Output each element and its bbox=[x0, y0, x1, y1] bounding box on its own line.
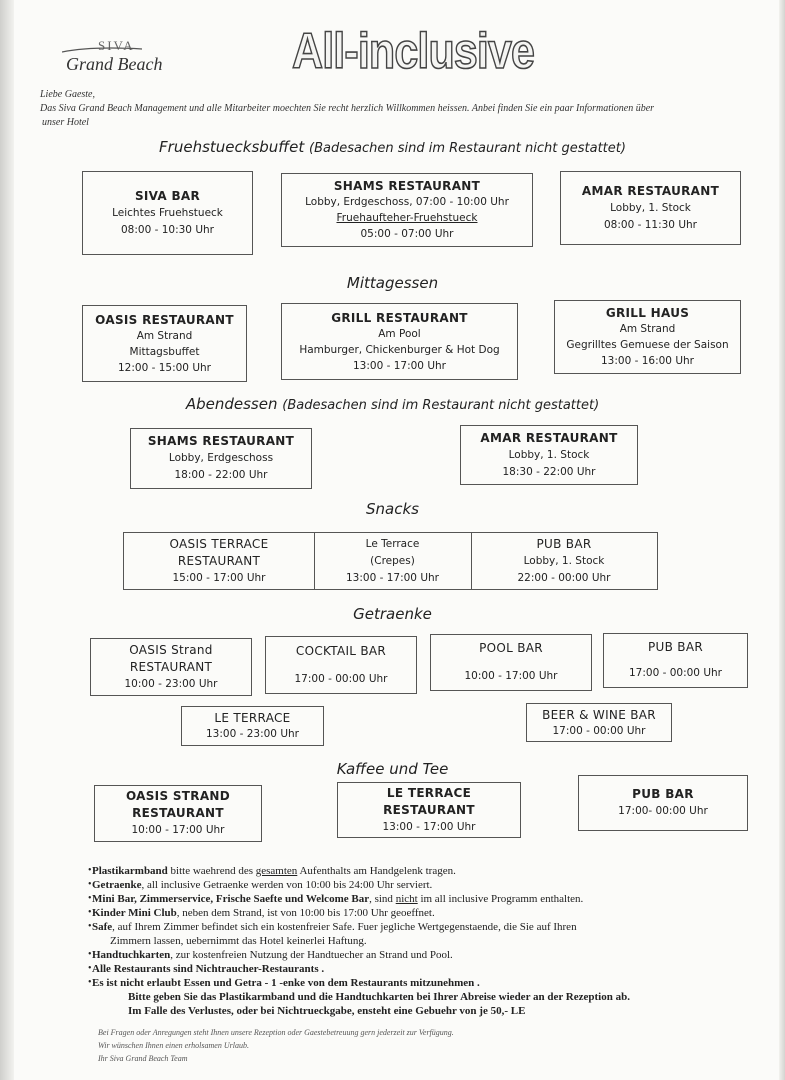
venue-name: OASIS RESTAURANT bbox=[95, 312, 234, 327]
venue-detail-2: Hamburger, Chickenburger & Hot Dog bbox=[299, 343, 500, 356]
coffee-title: Kaffee und Tee bbox=[336, 760, 449, 778]
venue-detail: Am Pool bbox=[378, 327, 421, 340]
intro-hotel: unser Hotel bbox=[42, 117, 89, 128]
footer-line: Bei Fragen oder Anregungen steht Ihnen unsere Rezeption oder Gaestebetreuung gern jederzeit zur Verfügung. bbox=[98, 1028, 454, 1037]
venue-hours: 17:00 - 00:00 Uhr bbox=[294, 672, 388, 685]
venue-hours: 22:00 - 00:00 Uhr bbox=[517, 571, 611, 584]
venue-detail: Lobby, 1. Stock bbox=[523, 554, 605, 567]
venue-name: AMAR RESTAURANT bbox=[480, 430, 618, 445]
footer-line: Ihr Siva Grand Beach Team bbox=[98, 1054, 188, 1063]
page-title: All-inclusive bbox=[292, 23, 535, 79]
venue-hours: 18:00 - 22:00 Uhr bbox=[174, 469, 268, 481]
drinks-le-terrace bbox=[181, 706, 324, 746]
venue-name: AMAR RESTAURANT bbox=[581, 183, 720, 198]
drinks-pool-bar bbox=[430, 634, 592, 691]
note-item: • Handtuchkarten, zur kostenfreien Nutzung der Handtuecher an Strand und Pool. bbox=[92, 948, 770, 962]
lunch-title: Mittagessen bbox=[346, 274, 439, 292]
venue-name: OASIS STRAND bbox=[125, 789, 231, 803]
venue-detail: Leichtes Fruehstueck bbox=[112, 206, 223, 219]
breakfast-note: (Badesachen sind im Restaurant nicht gestattet) bbox=[309, 141, 626, 156]
note-item: • Mini Bar, Zimmerservice, Frische Saefte und Welcome Bar, sind nicht im all inclusive Programm enthalten. bbox=[92, 892, 770, 906]
venue-hours: 13:00 - 17:00 Uhr bbox=[346, 571, 439, 584]
venue-detail: Am Strand bbox=[136, 329, 193, 342]
venue-name: POOL BAR bbox=[479, 641, 543, 656]
note-continuation: Bitte geben Sie das Plastikarmband und die Handtuchkarten bei Ihrer Abreise wieder an der Rezeption ab. bbox=[128, 991, 630, 1003]
breakfast-title: Fruehstuecksbuffet bbox=[159, 138, 305, 156]
lunch-oasis-restaurant bbox=[82, 305, 247, 382]
venue-hours: 10:00 - 23:00 Uhr bbox=[124, 677, 218, 690]
venue-name: GRILL RESTAURANT bbox=[331, 310, 468, 325]
venue-name-2: RESTAURANT bbox=[383, 802, 475, 817]
venue-name: PUB BAR bbox=[536, 536, 592, 551]
info-notes bbox=[80, 864, 770, 1018]
venue-detail: Lobby, 1. Stock bbox=[610, 201, 691, 214]
drinks-beer-wine-bar bbox=[526, 703, 672, 742]
venue-name-2: RESTAURANT bbox=[177, 553, 261, 568]
venue-name: LE TERRACE bbox=[386, 785, 472, 800]
page-scan-edge-right bbox=[779, 0, 785, 1080]
venue-name: SHAMS RESTAURANT bbox=[333, 179, 481, 193]
venue-name: SIVA BAR bbox=[134, 188, 201, 203]
venue-name-2: RESTAURANT bbox=[129, 659, 213, 674]
venue-name: OASIS Strand bbox=[129, 642, 213, 657]
venue-hours: 17:00- 00:00 Uhr bbox=[618, 805, 708, 817]
venue-name: GRILL HAUS bbox=[605, 306, 690, 320]
venue-hours: 05:00 - 07:00 Uhr bbox=[360, 228, 454, 240]
venue-name-2: RESTAURANT bbox=[132, 806, 224, 820]
venue-hours: 17:00 - 00:00 Uhr bbox=[552, 724, 646, 737]
breakfast-shams-restaurant bbox=[281, 173, 533, 247]
note-item: • Kinder Mini Club, neben dem Strand, ist von 10:00 bis 17:00 Uhr geoeffnet. bbox=[92, 906, 770, 920]
venue-hours: 12:00 - 15:00 Uhr bbox=[118, 361, 211, 374]
venue-hours: 13:00 - 17:00 Uhr bbox=[353, 359, 446, 372]
breakfast-amar-restaurant bbox=[560, 171, 741, 245]
snacks-table bbox=[123, 532, 658, 590]
dinner-title: Abendessen bbox=[185, 395, 278, 413]
snacks-le-terrace bbox=[314, 533, 472, 589]
logo-swoosh-icon bbox=[62, 46, 142, 54]
drinks-oasis-strand bbox=[90, 638, 252, 696]
note-item: • Getraenke, all inclusive Getraenke werden von 10:00 bis 24:00 Uhr serviert. bbox=[92, 878, 770, 892]
lunch-grill-restaurant bbox=[281, 303, 518, 380]
venue-hours: 08:00 - 11:30 Uhr bbox=[604, 218, 697, 231]
intro-welcome: Das Siva Grand Beach Management und alle Mitarbeiter moechten Sie recht herzlich Willkommen heissen. Anbei finden Sie ein paar Informationen über bbox=[40, 103, 655, 114]
venue-name: BEER & WINE BAR bbox=[542, 707, 656, 722]
drinks-cocktail-bar bbox=[265, 636, 417, 694]
venue-name: COCKTAIL BAR bbox=[295, 643, 387, 658]
breakfast-siva-bar bbox=[82, 171, 253, 255]
venue-hours: 18:30 - 22:00 Uhr bbox=[502, 465, 596, 478]
logo-grand-beach: Grand Beach bbox=[66, 54, 163, 74]
note-item: • Alle Restaurants sind Nichtraucher-Restaurants . bbox=[92, 962, 770, 976]
section-dinner-heading bbox=[0, 395, 785, 413]
section-breakfast-heading bbox=[0, 138, 785, 156]
dinner-amar-restaurant bbox=[460, 425, 638, 485]
venue-name: PUB BAR bbox=[648, 639, 703, 654]
venue-detail: (Crepes) bbox=[370, 554, 415, 567]
coffee-le-terrace bbox=[337, 782, 521, 838]
lunch-grill-haus bbox=[554, 300, 741, 374]
section-snacks-heading bbox=[0, 500, 785, 518]
section-lunch-heading bbox=[0, 274, 785, 292]
drinks-title: Getraenke bbox=[353, 605, 432, 623]
venue-name: SHAMS RESTAURANT bbox=[147, 434, 295, 448]
dinner-note: (Badesachen sind im Restaurant nicht gestattet) bbox=[282, 398, 600, 413]
venue-detail-2: Gegrilltes Gemuese der Saison bbox=[566, 339, 729, 351]
dinner-shams-restaurant bbox=[130, 428, 312, 489]
venue-hours: 17:00 - 00:00 Uhr bbox=[629, 667, 722, 680]
note-item: • Es ist nicht erlaubt Essen und Getra - 1 -enke von dem Restaurants mitzunehmen . bbox=[92, 976, 770, 990]
venue-hours: 13:00 - 23:00 Uhr bbox=[206, 728, 299, 740]
venue-detail: Am Strand bbox=[619, 323, 676, 335]
venue-hours: 10:00 - 17:00 Uhr bbox=[131, 824, 225, 836]
logo-siva-text: SIVA bbox=[98, 38, 135, 53]
venue-detail: Lobby, 1. Stock bbox=[508, 448, 590, 461]
note-item: • Plastikarmband bitte waehrend des gesamten Aufenthalts am Handgelenk tragen. bbox=[92, 864, 770, 878]
note-continuation: Im Falle des Verlustes, oder bei Nichtrueckgabe, ensteht eine Gebuehr von je 50,- LE bbox=[128, 1005, 526, 1017]
snacks-title: Snacks bbox=[366, 500, 419, 518]
venue-detail: Lobby, Erdgeschoss bbox=[168, 452, 274, 464]
venue-hours: 15:00 - 17:00 Uhr bbox=[172, 571, 266, 584]
page-scan-edge-left bbox=[0, 0, 14, 1080]
footer-line: Wir wünschen Ihnen einen erholsamen Urlaub. bbox=[98, 1041, 249, 1050]
snacks-pub-bar bbox=[471, 533, 657, 589]
venue-detail-2: Mittagsbuffet bbox=[129, 345, 200, 358]
venue-early-breakfast: Fruehaufteher-Fruehstueck bbox=[336, 212, 478, 224]
section-drinks-heading bbox=[0, 605, 785, 623]
note-continuation: Zimmern lassen, uebernimmt das Hotel keinerlei Haftung. bbox=[110, 935, 367, 947]
venue-hours: 08:00 - 10:30 Uhr bbox=[121, 223, 214, 236]
venue-hours: 13:00 - 17:00 Uhr bbox=[382, 820, 476, 833]
footer-signoff bbox=[98, 1026, 454, 1065]
note-item: • Safe, auf Ihrem Zimmer befindet sich ein kostenfreier Safe. Fuer jegliche Wertgegenstaende, die Sie auf Ihren bbox=[92, 920, 770, 934]
snacks-oasis-terrace bbox=[124, 533, 315, 589]
venue-hours: 10:00 - 17:00 Uhr bbox=[464, 669, 558, 682]
coffee-pub-bar bbox=[578, 775, 748, 831]
venue-name: PUB BAR bbox=[632, 787, 694, 801]
venue-name: LE TERRACE bbox=[214, 711, 291, 725]
venue-detail: Lobby, Erdgeschoss, 07:00 - 10:00 Uhr bbox=[305, 196, 509, 208]
coffee-oasis-strand bbox=[94, 785, 262, 842]
intro-greeting: Liebe Gaeste, bbox=[40, 89, 95, 100]
venue-hours: 13:00 - 16:00 Uhr bbox=[601, 355, 694, 367]
intro-text bbox=[40, 88, 770, 130]
drinks-pub-bar bbox=[603, 633, 748, 688]
venue-name: Le Terrace bbox=[365, 537, 420, 550]
venue-name: OASIS TERRACE bbox=[169, 536, 269, 551]
